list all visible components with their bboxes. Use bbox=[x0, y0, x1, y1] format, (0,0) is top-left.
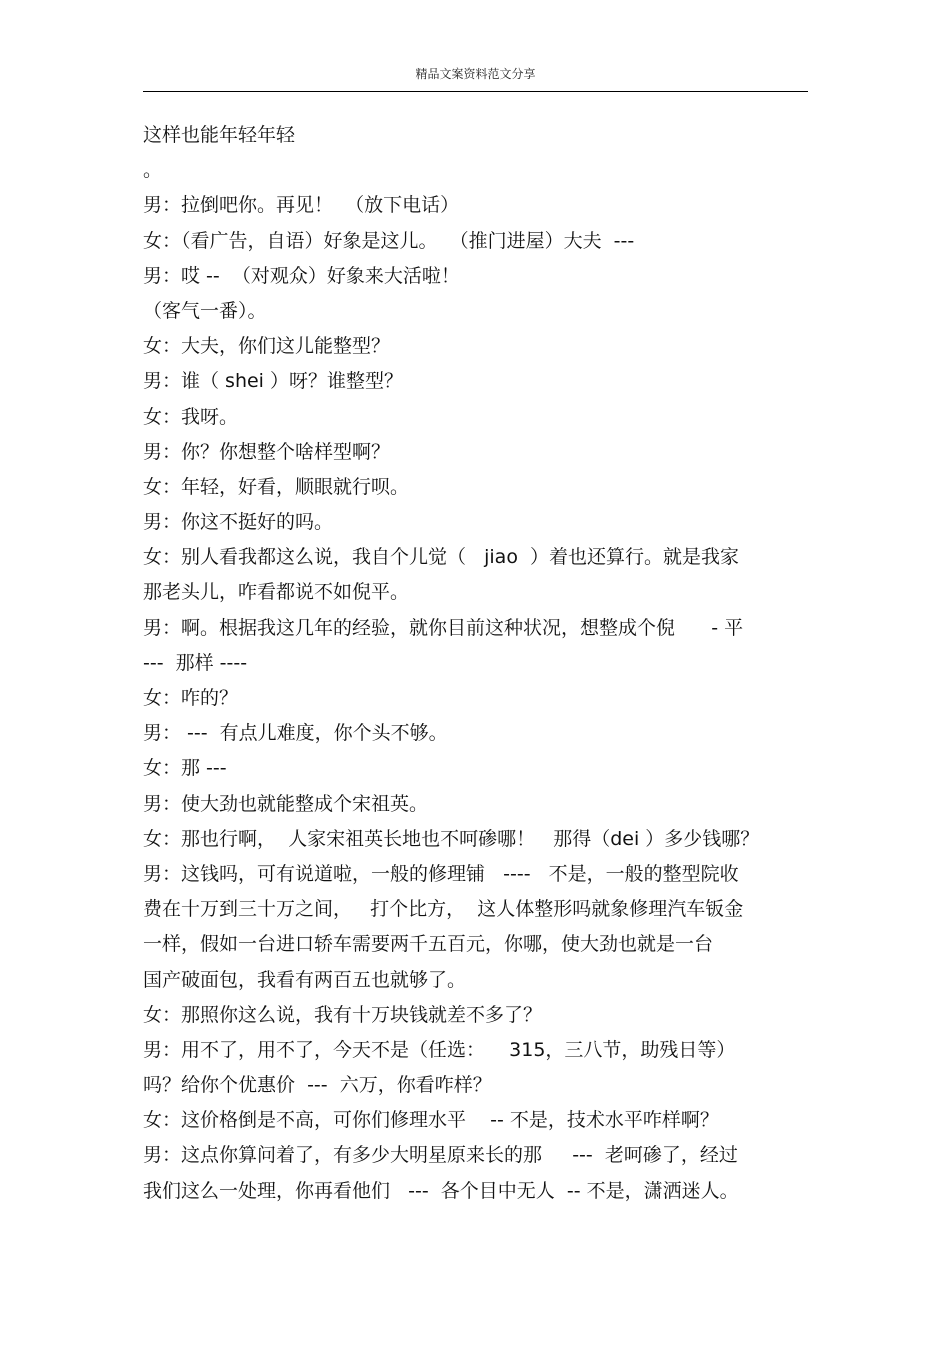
text-line: 男：这点你算问着了，有多少大明星原来长的那 --- 老呵碜了，经过 bbox=[143, 1144, 738, 1167]
text-line: 男：这钱吗，可有说道啦，一般的修理铺 ---- 不是，一般的整型院收 bbox=[143, 862, 739, 885]
text-line: --- 那样 ---- bbox=[143, 651, 248, 674]
page-header: 精品文案资料范文分享 bbox=[415, 67, 536, 81]
text-line: 费在十万到三十万之间， 打个比方， 这人体整形吗就象修理汽车钣金 bbox=[143, 898, 744, 921]
text-line: 女：大夫，你们这儿能整型？ bbox=[143, 335, 391, 358]
text-line: 女：咋的？ bbox=[143, 687, 239, 709]
text-line: 这样也能年轻年轻 bbox=[143, 124, 296, 146]
text-line: 我们这么一处理，你再看他们 --- 各个目中无人 -- 不是，潇洒迷人。 bbox=[143, 1179, 739, 1202]
text-line: 男：用不了，用不了，今天不是（任选： 315，三八节，助残日等） bbox=[143, 1038, 736, 1061]
text-line: 女：那也行啊， 人家宋祖英长地也不呵碜哪！ 那得（dei ）多少钱哪？ bbox=[143, 827, 760, 850]
text-line: 那老头儿，咋看都说不如倪平。 bbox=[143, 581, 410, 604]
text-line: 男：哎 -- （对观众）好象来大活啦！ bbox=[143, 264, 460, 287]
header-rule bbox=[143, 91, 808, 92]
text-line: 男：啊。根据我这几年的经验，就你目前这种状况，想整成个倪 - 平 bbox=[143, 616, 744, 639]
text-line: 女：年轻，好看，顺眼就行呗。 bbox=[143, 475, 410, 498]
text-line: 吗？给你个优惠价 --- 六万，你看咋样？ bbox=[143, 1074, 492, 1097]
text-line: 女：别人看我都这么说，我自个儿觉（ jiao ）着也还算行。就是我家 bbox=[143, 546, 740, 569]
text-line: 女：（看广告，自语）好象是这儿。 （推门进屋）大夫 --- bbox=[143, 229, 635, 252]
text-line: 男：使大劲也就能整成个宋祖英。 bbox=[143, 792, 429, 815]
text-line: 女：我呀。 bbox=[143, 405, 239, 428]
text-line: 女：那照你这么说，我有十万块钱就差不多了？ bbox=[143, 1003, 543, 1026]
text-line: 男：你？你想整个啥样型啊？ bbox=[143, 440, 391, 463]
text-line: 男：你这不挺好的吗。 bbox=[143, 511, 334, 534]
text-line: 男：谁（ shei ）呀？谁整型？ bbox=[143, 370, 403, 393]
document-body bbox=[143, 118, 808, 1209]
text-line: 国产破面包，我看有两百五也就够了。 bbox=[143, 968, 467, 991]
text-line: 一样，假如一台进口轿车需要两千五百元，你哪，使大劲也就是一台 bbox=[143, 933, 714, 956]
text-line: 男： --- 有点儿难度，你个头不够。 bbox=[143, 722, 448, 745]
text-line: 女：这价格倒是不高，可你们修理水平 -- 不是，技术水平咋样啊？ bbox=[143, 1109, 719, 1132]
text-line: 女：那 --- bbox=[143, 757, 227, 780]
text-line: 。 bbox=[143, 159, 163, 182]
text-line: 男：拉倒吧你。再见！ （放下电话） bbox=[143, 194, 460, 217]
text-line: （客气一番）。 bbox=[143, 299, 267, 322]
